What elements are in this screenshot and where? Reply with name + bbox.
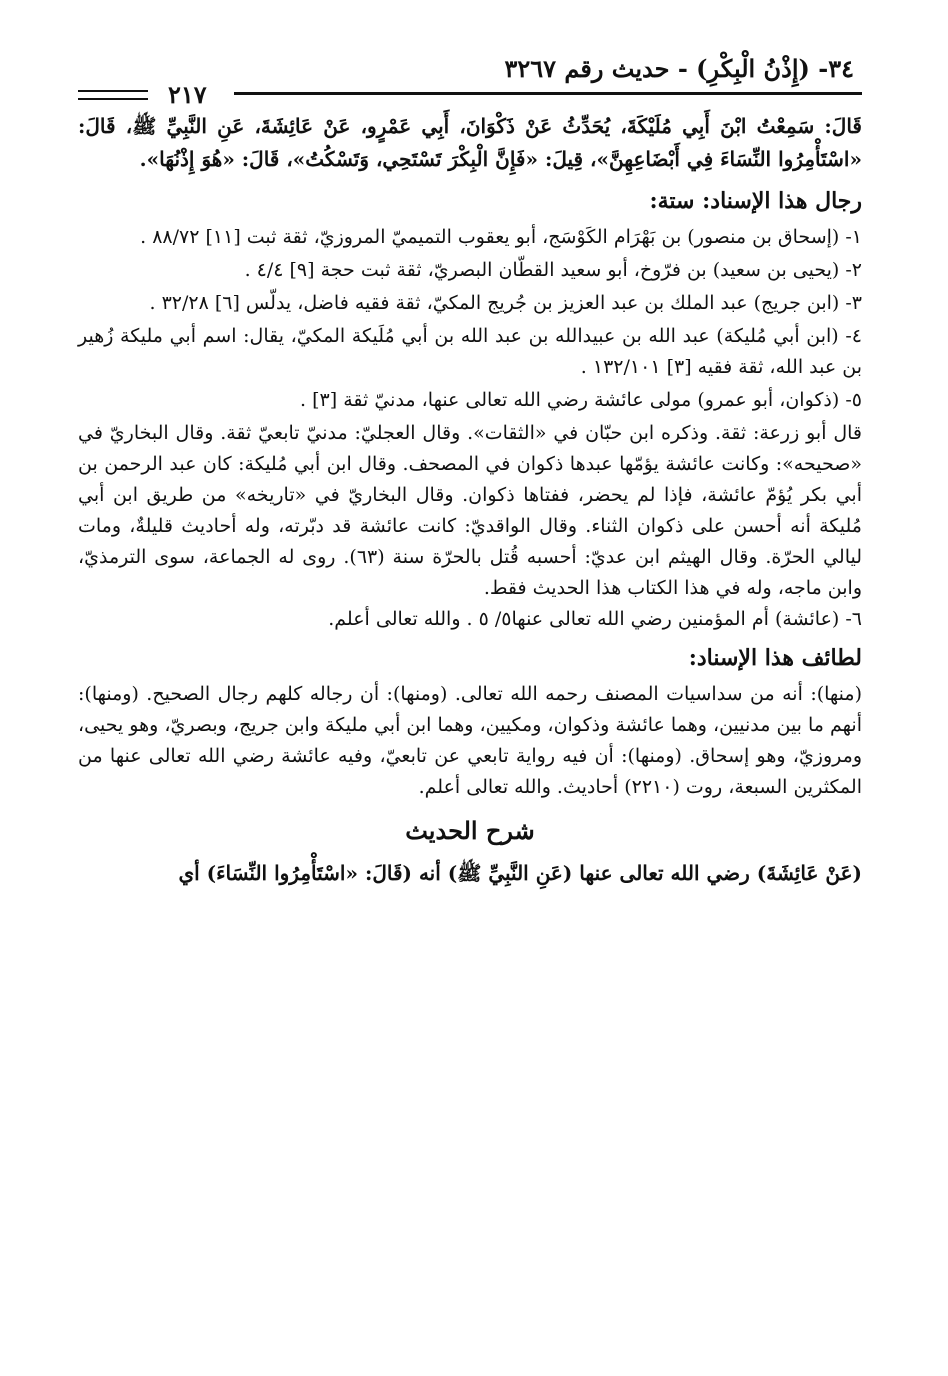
page-header (78, 40, 862, 110)
narrator-entry-4: ٤- (ابن أبي مُليكة) عبد الله بن عبيدالله بن عبد الله بن أبي مُلَيكة المكيّ، يقال: اسم أبي مليكة زُهير بن عبد الله، ثقة فقيه [٣] ١٣٢/١٠١ . (78, 325, 862, 378)
page-number-rule (78, 90, 148, 100)
subtleties-section (78, 641, 862, 803)
commentary-text: (عَنْ عَائِشَةَ) رضي الله تعالى عنها (عَنِ النَّبِيِّ ﷺ) أنه (قَالَ: «اسْتَأْمِرُوا النِّسَاءَ) أي (178, 861, 862, 885)
subtleties-heading: لطائف هذا الإسناد: (688, 645, 862, 671)
dhakwan-notes: قال أبو زرعة: ثقة. وذكره ابن حبّان في «الثقات». وقال العجليّ: مدنيّ تابعيّ ثقة. وقال البخاريّ في «صحيحه»: وكانت عائشة يؤمّها عبدها ذكوان في المصحف. وقال ابن أبي مُليكة: كان عبد الرحمن بن أبي بكر يُؤمّ عائشة، فإذا لم يحضر، ففتاها ذكوان. وقال البخاريّ في «تاريخه» من طريق ابن أبي مُليكة أنه أحسن على ذكوان الثناء. وقال الواقديّ: كانت عائشة قد دبّرته، وله أحاديث قليلةٌ، ومات ليالي الحرّة. وقال الهيثم ابن عديّ: أحسبه قُتل بالحرّة سنة (٦٣). روى له الجماعة، سوى الترمذيّ، وابن ماجه، وله في هذا الكتاب هذا الحديث فقط. (78, 422, 863, 599)
narrator-entry-2: ٢- (يحيى بن سعيد) بن فرّوخ، أبو سعيد القطّان البصريّ، ثقة ثبت حجة [٩] ٤/٤ . (244, 259, 862, 281)
book-page (78, 40, 862, 898)
commentary-heading: شرح الحديث (405, 816, 535, 845)
narrators-section (78, 184, 862, 635)
subtleties-text: (منها): أنه من سداسيات المصنف رحمه الله تعالى. (ومنها): أن رجاله كلهم رجال الصحيح. (ومنها): أنهم ما بين مدنيين، وهما عائشة وذكوان، ومكيين، وهما ابن أبي مليكة وابن جريج، وبصريّ، وهو يحيى، ومروزيّ، وهو إسحاق. (ومنها): أن فيه رواية تابعي عن تابعيّ، وفيه عائشة رضي الله تعالى عنها من المكثرين السبعة، روت (٢٢١٠) أحاديث. والله تعالى أعلم. (78, 683, 862, 798)
narrator-entry-5: ٥- (ذكوان، أبو عمرو) مولى عائشة رضي الله تعالى عنها، مدنيّ ثقة [٣] . (300, 389, 862, 411)
narrators-heading: رجال هذا الإسناد: ستة: (649, 188, 862, 214)
hadith-text: قَالَ: سَمِعْتُ ابْنَ أَبِي مُلَيْكَةَ، يُحَدِّثُ عَنْ ذَكْوَانَ، أَبِي عَمْرٍو، عَنْ عَائِشَةَ، عَنِ النَّبِيِّ ﷺ، قَالَ: «اسْتَأْمِرُوا النِّسَاءَ فِي أَبْضَاعِهِنَّ»، قِيلَ: «فَإِنَّ الْبِكْرَ تَسْتَحِي، وَتَسْكُتُ»، قَالَ: «هُوَ إِذْنُهَا». (78, 114, 862, 171)
narrator-entry-3: ٣- (ابن جريج) عبد الملك بن عبد العزيز بن جُريج المكيّ، ثقة فقيه فاضل، يدلّس [٦] ٣٢/٢٨ . (149, 292, 862, 314)
commentary-section (78, 813, 862, 890)
chapter-title: ٣٤- (إِذْنُ الْبِكْرِ) - حديث رقم ٣٢٦٧ (504, 54, 854, 83)
narrator-entry-1: ١- (إسحاق بن منصور) بن بَهْرَام الكَوْسَج، أبو يعقوب التميميّ المروزيّ، ثقة ثبت [١١] ٨٨/٧٢ . (140, 226, 862, 248)
narrator-entry-6: ٦- (عائشة) أم المؤمنين رضي الله تعالى عنها٥/ ٥ . والله تعالى أعلم. (328, 608, 862, 630)
header-rule (234, 92, 862, 95)
page-number: ٢١٧ (168, 80, 207, 109)
